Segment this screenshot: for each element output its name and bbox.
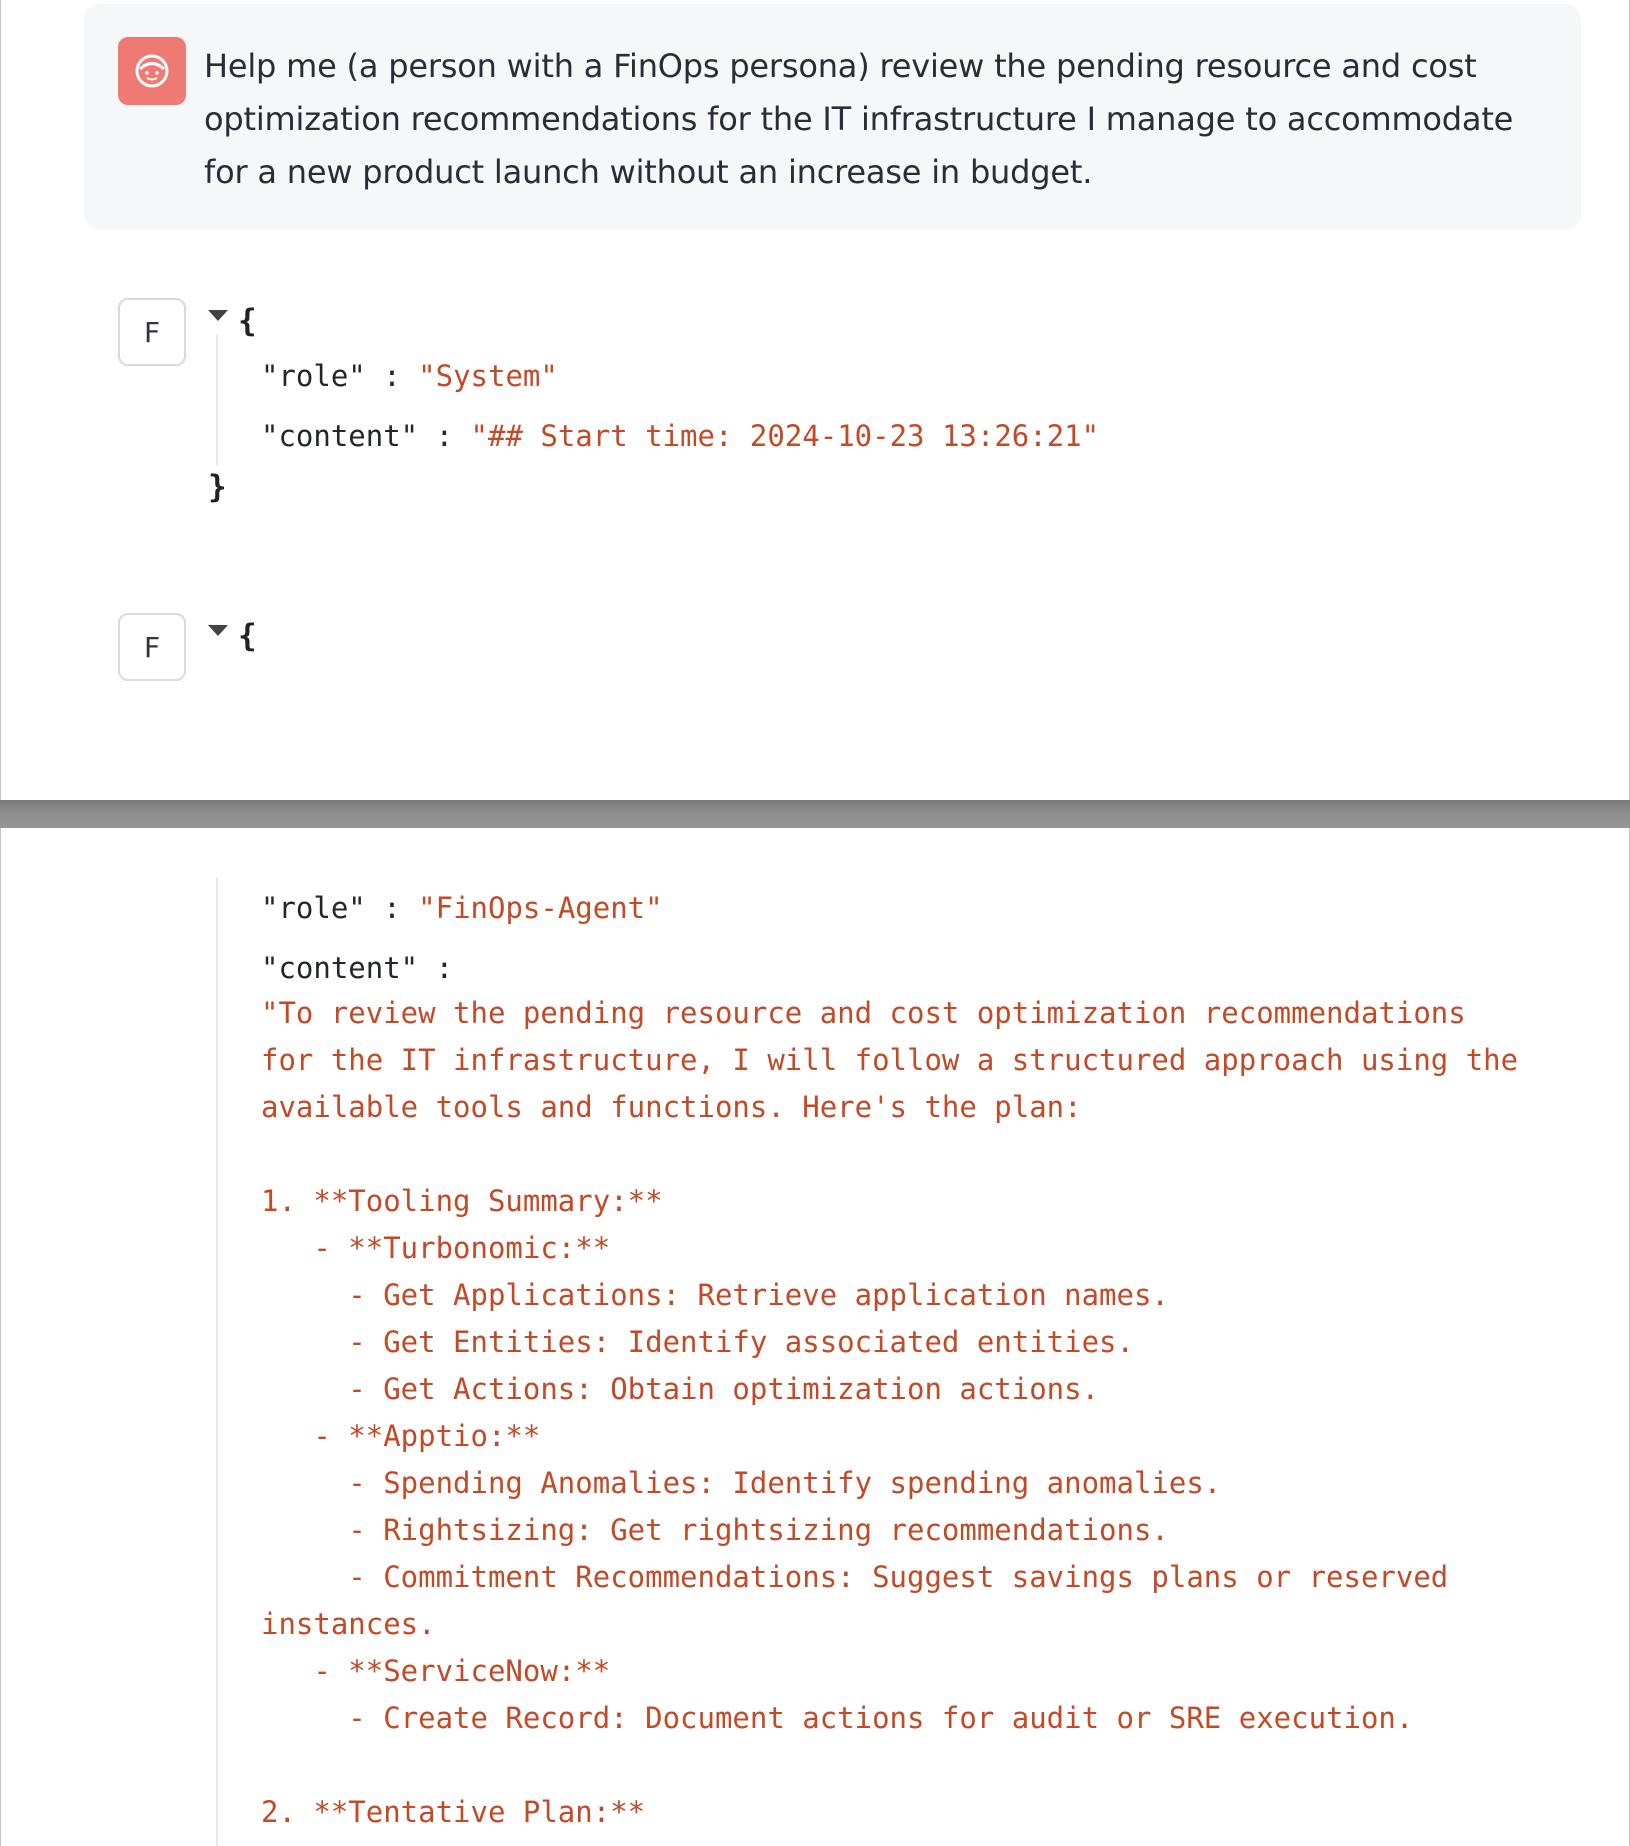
json-content-value: "To review the pending resource and cost optimization recommendations for the IT infrastructure, I will follow a structured approach using the available tools and functions. Here's the plan: 1. **Tooling Summary:** - **Turbonomic:** - Get Applications: Retrieve application names. - Get Entities: Identify associated entities. - Get Actions: Obtain optimization actions. - **Apptio:** - Spending Anomalies: Identify spending anomalies. - Rightsizing: Get rightsizing recommendations. - Commitment Recommendations: Suggest savings plans or reserved instances. - **ServiceNow:** - Create Record: Document actions for audit or SRE execution. 2. **Tentative Plan:** bbox=[261, 996, 1519, 1829]
json-key: "content" bbox=[261, 419, 419, 453]
json-key: "role" bbox=[261, 891, 366, 925]
agent-avatar bbox=[118, 613, 186, 681]
agent-avatar-letter: F bbox=[143, 630, 161, 664]
json-key: "content" bbox=[261, 951, 419, 985]
user-message-text: Help me (a person with a FinOps persona) review the pending resource and cost optimization recommendations for the IT infrastructure I manage to accommodate for a new product launch without an increase in budget. bbox=[204, 47, 1514, 191]
json-separator: : bbox=[383, 891, 401, 925]
json-role-row bbox=[261, 888, 663, 928]
collapse-toggle-icon[interactable] bbox=[208, 310, 228, 321]
json-separator: : bbox=[435, 419, 454, 453]
collapse-toggle-icon[interactable] bbox=[208, 625, 228, 636]
screenshot-divider bbox=[0, 800, 1630, 828]
chat-panel-top bbox=[0, 0, 1630, 800]
json-open-brace: { bbox=[238, 303, 257, 339]
agent-avatar bbox=[118, 298, 186, 366]
json-separator: : bbox=[383, 359, 401, 393]
json-open-brace: { bbox=[238, 618, 257, 654]
json-content-key-row bbox=[261, 948, 453, 988]
json-content-value: "## Start time: 2024-10-23 13:26:21" bbox=[470, 419, 1100, 453]
json-separator: : bbox=[435, 951, 454, 985]
chat-panel-bottom bbox=[0, 828, 1630, 1846]
user-avatar bbox=[118, 37, 186, 105]
agent-avatar-letter: F bbox=[143, 315, 161, 349]
json-role-value: "System" bbox=[418, 359, 558, 393]
json-role-value: "FinOps-Agent" bbox=[418, 891, 663, 925]
json-key: "role" bbox=[261, 359, 366, 393]
json-close-brace: } bbox=[208, 469, 227, 505]
json-role-row bbox=[261, 356, 558, 396]
user-face-icon bbox=[133, 52, 171, 90]
json-indent-guide bbox=[216, 335, 218, 465]
json-indent-guide bbox=[216, 878, 218, 1846]
json-content-row bbox=[261, 416, 1099, 456]
